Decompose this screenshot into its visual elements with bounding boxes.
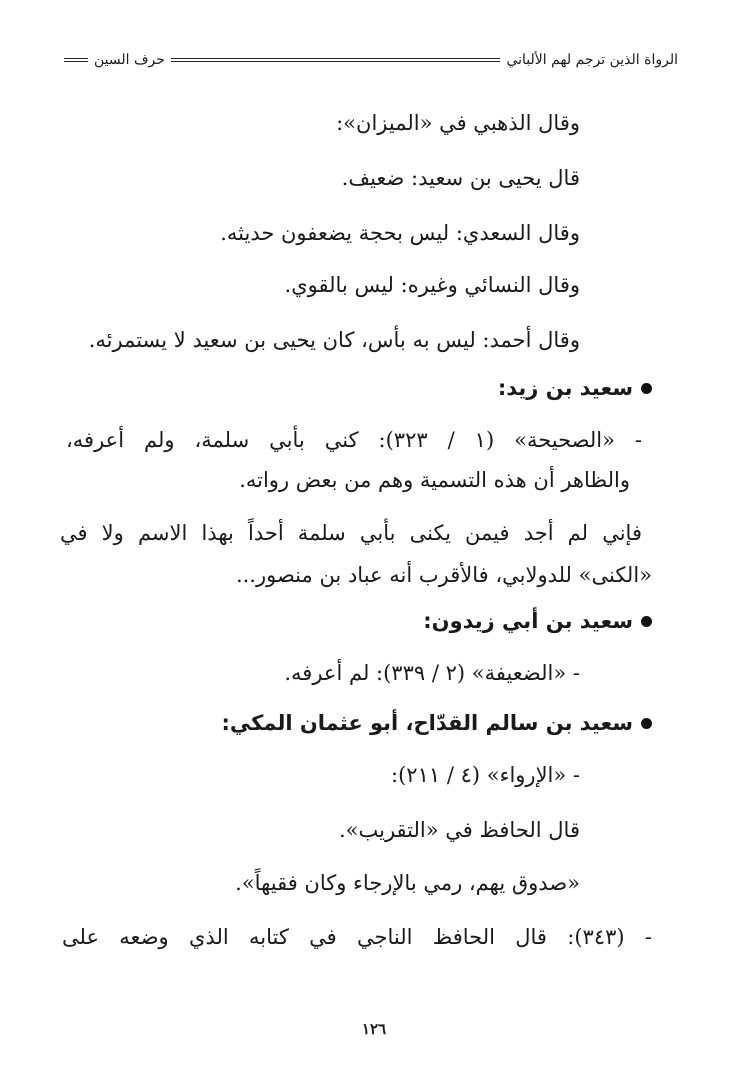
bullet-icon	[641, 718, 652, 729]
header-rule-end	[64, 58, 88, 62]
bullet-icon	[641, 383, 652, 394]
text-line: فإني لم أجد فيمن يكنى بأبي سلمة أحداً بهذا الاسم ولا في	[60, 521, 642, 545]
book-title: الرواة الذين ترجم لهم الألباني	[506, 52, 678, 68]
text-line: - «الإرواء» (٤ / ٢١١):	[391, 763, 580, 787]
bullet-icon	[641, 616, 652, 627]
entry-heading-text: سعيد بن أبي زيدون:	[423, 609, 633, 633]
entry-heading-text: سعيد بن سالم القدّاح، أبو عثمان المكي:	[221, 711, 633, 735]
header-rule	[171, 58, 501, 62]
text-line: وقال السعدي: ليس بحجة يضعفون حديثه.	[220, 221, 580, 245]
running-header	[58, 48, 678, 72]
text-line: وقال النسائي وغيره: ليس بالقوي.	[284, 273, 580, 297]
entry-heading-text: سعيد بن زيد:	[497, 376, 633, 400]
text-line: - «الصحيحة» (١ / ٣٢٣): كني بأبي سلمة، ولم أعرفه،	[66, 428, 643, 452]
text-line: - (٣٤٣): قال الحافظ الناجي في كتابه الذي وضعه على	[62, 925, 652, 949]
entry-heading	[498, 373, 652, 403]
text-line: - «الضعيفة» (٢ / ٣٣٩): لم أعرفه.	[284, 661, 580, 685]
text-line: قال الحافظ في «التقريب».	[338, 818, 580, 842]
entry-heading	[423, 606, 652, 636]
chapter-title: حرف السين	[94, 52, 165, 68]
text-line: «صدوق يهم، رمي بالإرجاء وكان فقيهاً».	[235, 871, 580, 895]
text-line: وقال أحمد: ليس به بأس، كان يحيى بن سعيد لا يستمرئه.	[88, 328, 580, 352]
text-line: والظاهر أن هذه التسمية وهم من بعض رواته.	[239, 468, 630, 492]
page-number: ١٢٦	[361, 1020, 387, 1038]
text-line: «الكنى» للدولابي، فالأقرب أنه عباد بن منصور...	[235, 563, 652, 587]
text-line: قال يحيى بن سعيد: ضعيف.	[341, 166, 580, 190]
text-line: وقال الذهبي في «الميزان»:	[336, 111, 580, 135]
entry-heading	[222, 708, 652, 738]
